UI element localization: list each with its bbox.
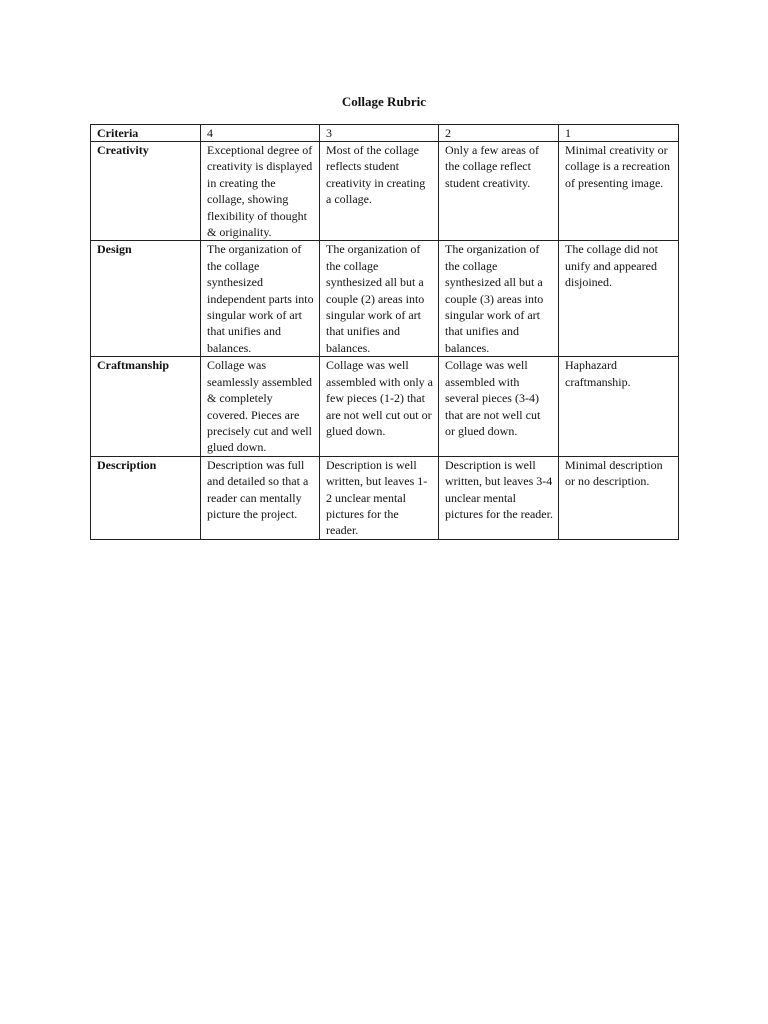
table-row-design <box>91 241 679 357</box>
rubric-cell: Exceptional degree of creativity is displayed in creating the collage, showing flexibility of thought & originality. <box>201 142 320 241</box>
column-header-score-4: 4 <box>201 125 320 142</box>
rubric-cell: Collage was seamlessly assembled & completely covered. Pieces are precisely cut and well glued down. <box>201 357 320 456</box>
column-header-criteria: Criteria <box>91 125 201 142</box>
rubric-cell: The organization of the collage synthesized all but a couple (3) areas into singular work of art that unifies and balances. <box>439 241 559 357</box>
table-row-creativity <box>91 142 679 241</box>
table-header-row <box>91 125 679 142</box>
rubric-cell: The collage did not unify and appeared disjoined. <box>559 241 679 357</box>
column-header-score-2: 2 <box>439 125 559 142</box>
rubric-cell: The organization of the collage synthesized independent parts into singular work of art that unifies and balances. <box>201 241 320 357</box>
column-header-score-1: 1 <box>559 125 679 142</box>
rubric-cell: Description was full and detailed so that a reader can mentally picture the project. <box>201 456 320 539</box>
rubric-cell: Most of the collage reflects student creativity in creating a collage. <box>320 142 439 241</box>
rubric-cell: Collage was well assembled with only a few pieces (1-2) that are not well cut out or glued down. <box>320 357 439 456</box>
document-title: Collage Rubric <box>341 94 427 109</box>
criterion-label: Design <box>91 241 201 357</box>
rubric-cell: Haphazard craftmanship. <box>559 357 679 456</box>
rubric-cell: Collage was well assembled with several pieces (3-4) that are not well cut or glued down. <box>439 357 559 456</box>
table-row-description <box>91 456 679 539</box>
criterion-label: Description <box>91 456 201 539</box>
rubric-cell: Minimal creativity or collage is a recreation of presenting image. <box>559 142 679 241</box>
rubric-cell: Description is well written, but leaves 3-4 unclear mental pictures for the reader. <box>439 456 559 539</box>
criterion-label: Craftmanship <box>91 357 201 456</box>
rubric-cell: Description is well written, but leaves 1-2 unclear mental pictures for the reader. <box>320 456 439 539</box>
criterion-label: Creativity <box>91 142 201 241</box>
column-header-score-3: 3 <box>320 125 439 142</box>
rubric-table <box>90 124 679 540</box>
rubric-cell: Only a few areas of the collage reflect student creativity. <box>439 142 559 241</box>
rubric-cell: The organization of the collage synthesized all but a couple (2) areas into singular work of art that unifies and balances. <box>320 241 439 357</box>
rubric-cell: Minimal description or no description. <box>559 456 679 539</box>
table-row-craftmanship <box>91 357 679 456</box>
